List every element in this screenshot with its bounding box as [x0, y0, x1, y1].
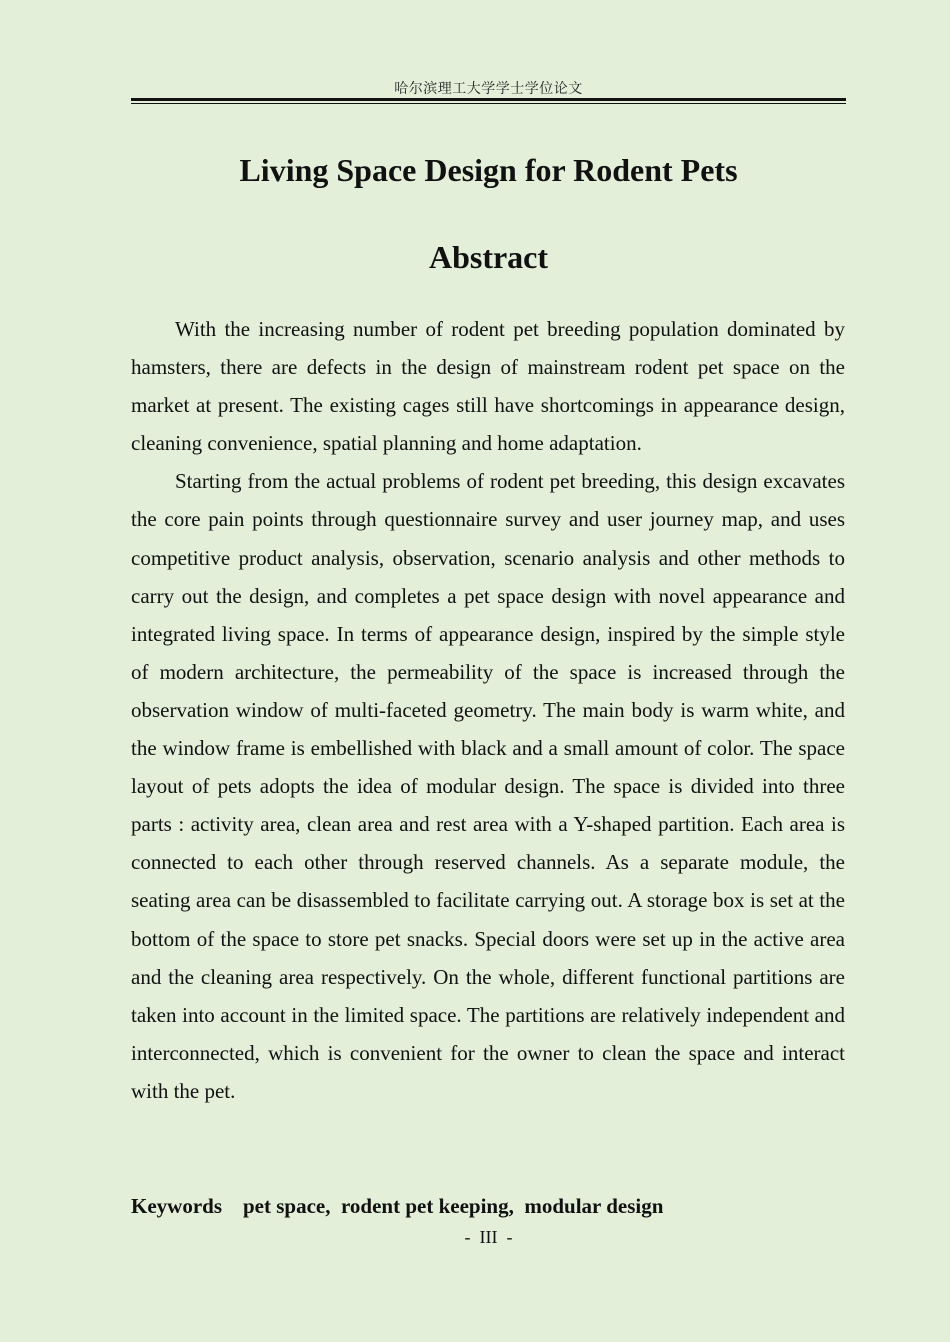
abstract-heading: Abstract [428, 239, 549, 275]
abstract-body [131, 310, 845, 1110]
page-number: - III - [464, 1227, 513, 1247]
abstract-paragraph-2: Starting from the actual problems of rodent pet breeding, this design excavates the core pain points through questionnaire survey and user journey map, and uses competitive product analysis, observation, scenario analysis and other methods to carry out the design, and completes a pet space design with novel appearance and integrated living space. In terms of appearance design, inspired by the simple style of modern architecture, the permeability of the space is increased through the observation window of multi-faceted geometry. The main body is warm white, and the window frame is embellished with black and a small amount of color. The space layout of pets adopts the idea of modular design. The space is divided into three parts : activity area, clean area and rest area with a Y-shaped partition. Each area is connected to each other through reserved channels. As a separate module, the seating area can be disassembled to facilitate carrying out. A storage box is set at the bottom of the space to store pet snacks. Special doors were set up in the active area and the cleaning area respectively. On the whole, different functional partitions are taken into account in the limited space. The partitions are relatively independent and interconnected, which is convenient for the owner to clean the space and interact with the pet. [131, 469, 845, 1103]
abstract-paragraph-1: With the increasing number of rodent pet breeding population dominated by hamsters, there are defects in the design of mainstream rodent pet space on the market at present. The existing cages still have shortcomings in appearance design, cleaning convenience, spatial planning and home adaptation. [131, 317, 845, 456]
document-title: Living Space Design for Rodent Pets [239, 152, 738, 188]
running-header: 哈尔滨理工大学学士学位论文 [394, 81, 583, 97]
keywords-label: Keywords [131, 1194, 222, 1218]
keywords-line [131, 1190, 846, 1222]
keywords-list: pet space, rodent pet keeping, modular design [243, 1194, 664, 1218]
header-double-rule [131, 98, 846, 104]
